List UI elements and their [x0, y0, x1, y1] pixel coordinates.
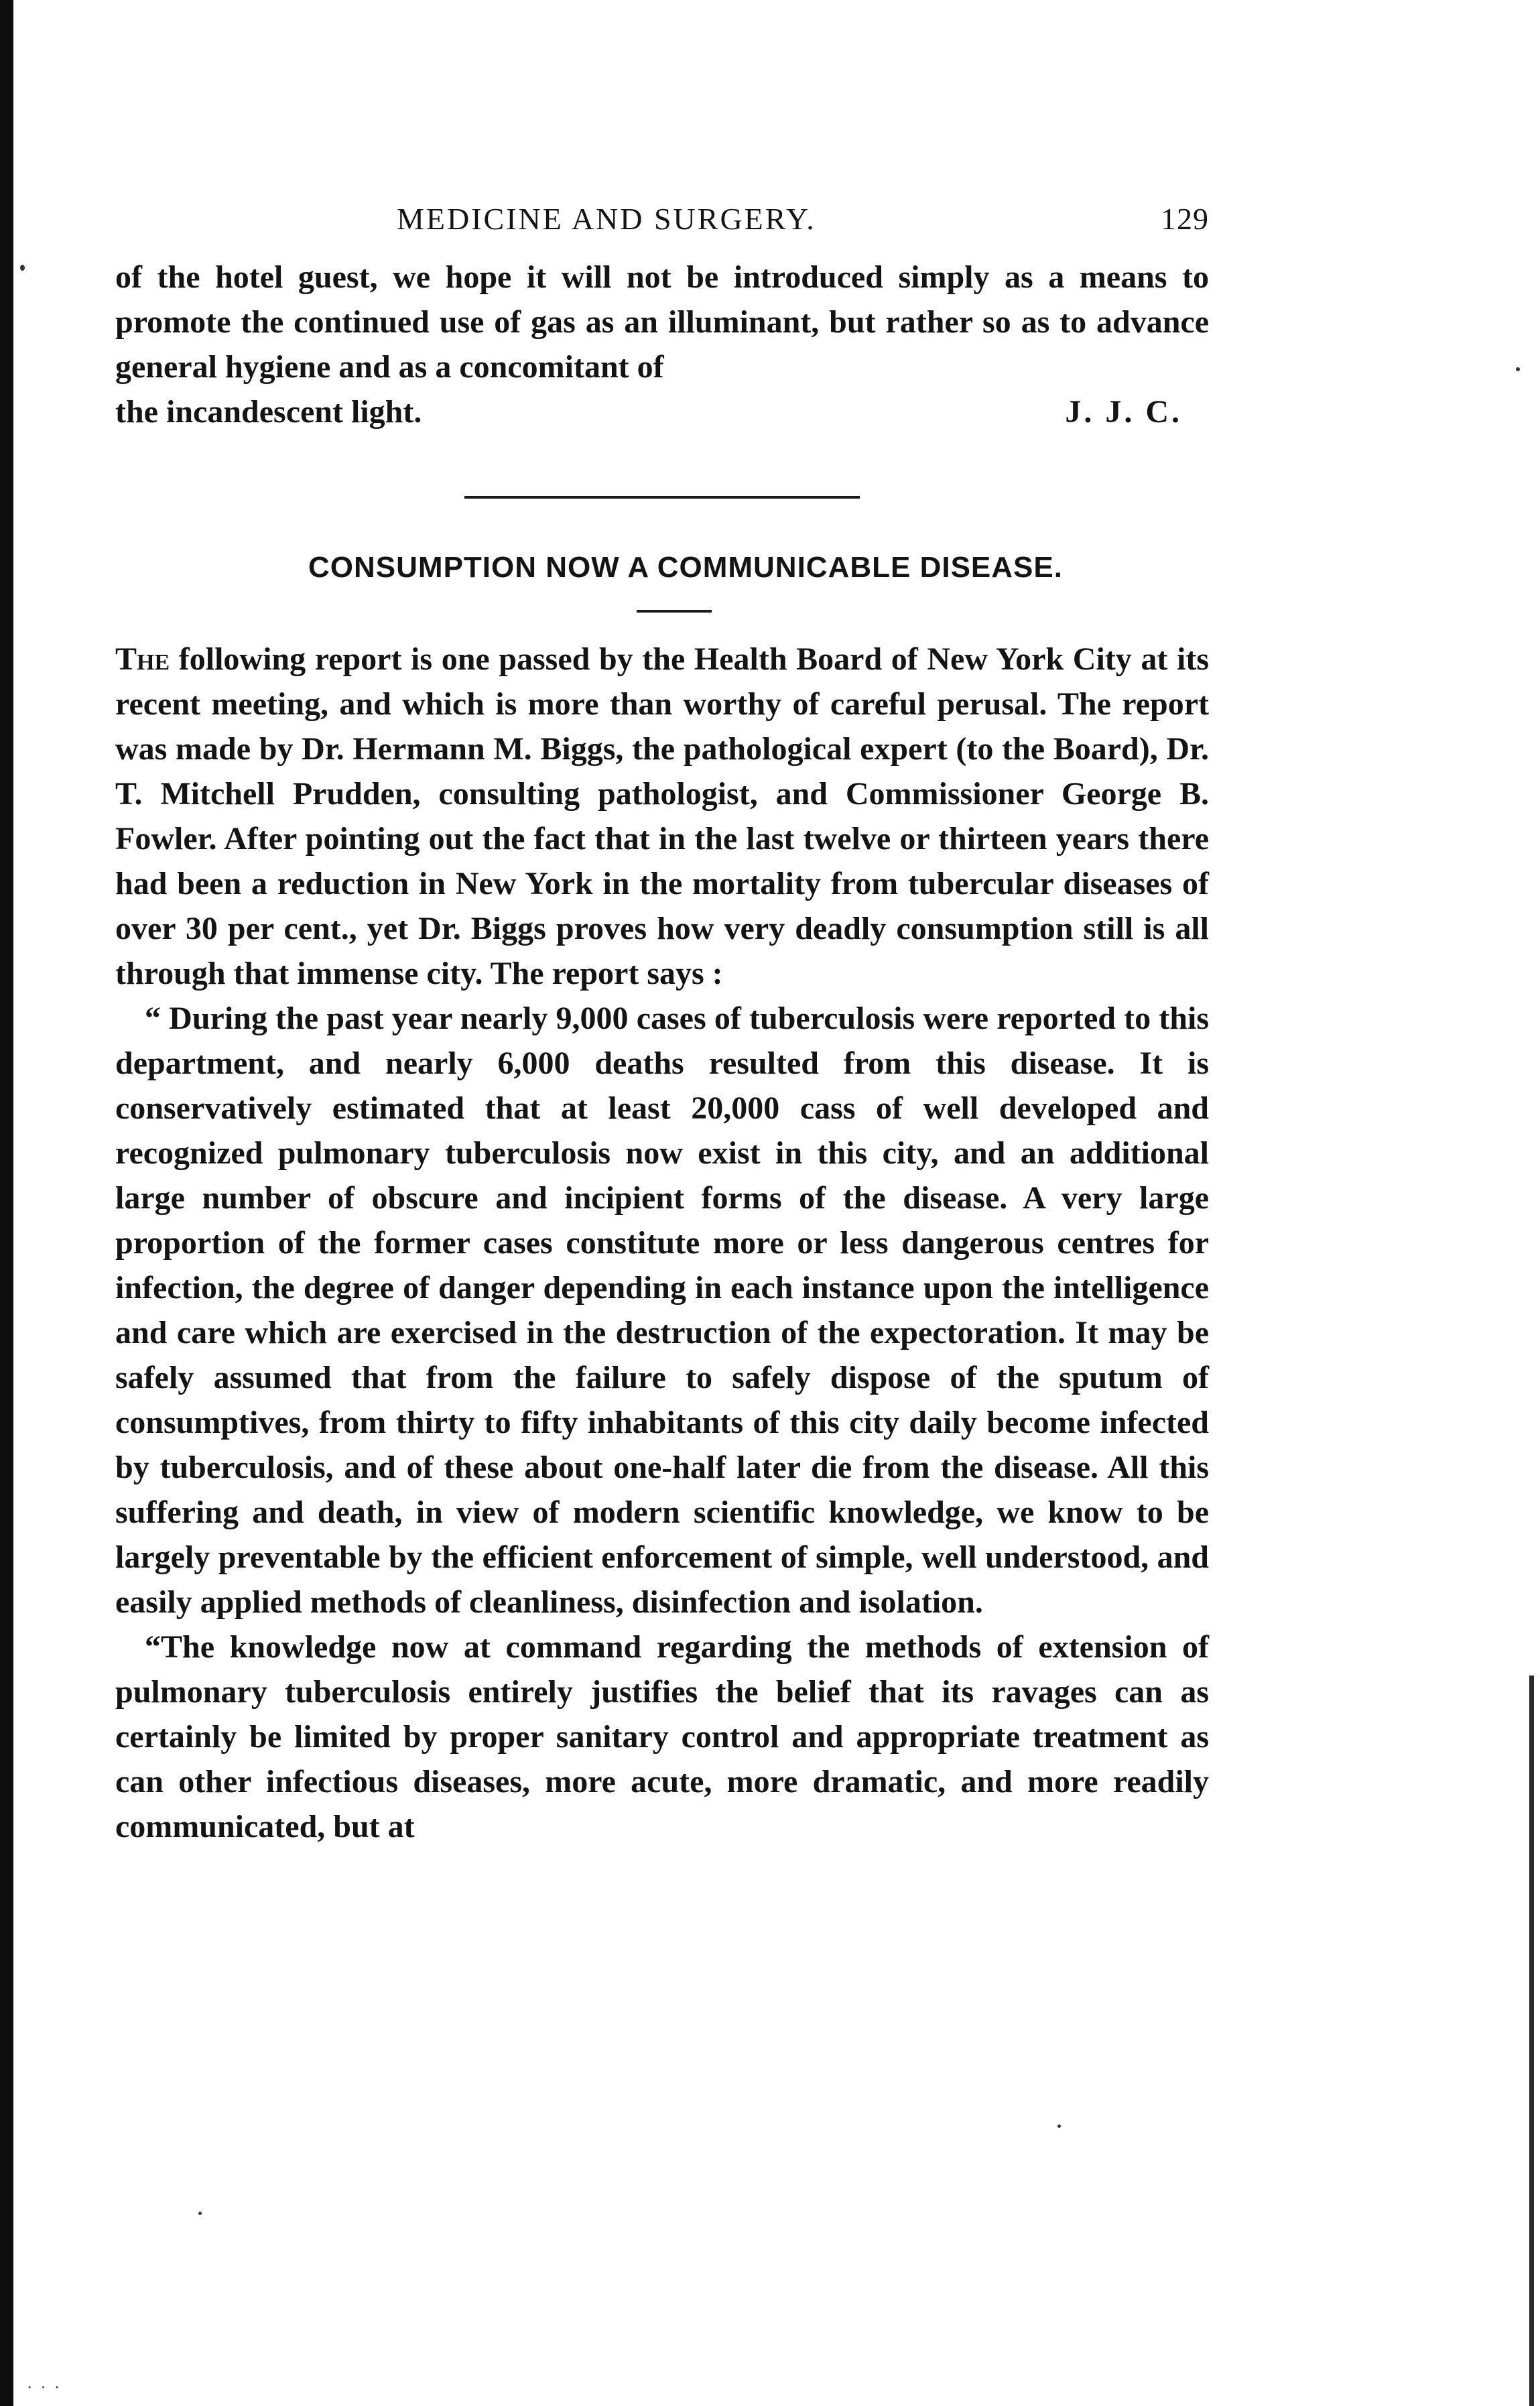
carryover-closing-line — [115, 389, 1209, 434]
running-title: MEDICINE AND SURGERY. — [397, 202, 816, 236]
page-number: 129 — [1161, 202, 1209, 236]
author-signature: J. J. C. — [1065, 394, 1182, 430]
paragraph-1-text: following report is one passed by the Health Board of New York City at its recent meeting, and which is more than worthy of careful perusal. The report was made by Dr. Hermann M. Biggs, the pathological expert (to the Board), Dr. T. Mitchell Prudden, consulting pathologist, and Commissioner George B. Fowler. After pointing out the fact that in the last twelve or thirteen years there had been a reduction in New York in the mortality from tubercular diseases of over 30 per cent., yet Dr. Biggs proves how very deadly consumption still is all through that immense city. The report says : — [115, 641, 1209, 991]
scan-speck — [1516, 367, 1520, 371]
running-head — [115, 194, 1209, 255]
article-paragraph-1 — [115, 637, 1209, 996]
lead-word: The — [115, 641, 170, 677]
article-body — [115, 637, 1209, 1849]
scan-edge-right — [1529, 1675, 1534, 2406]
scan-speck — [198, 2212, 202, 2215]
article-heading: CONSUMPTION NOW A COMMUNICABLE DISEASE. — [308, 551, 1063, 584]
scan-speck — [20, 265, 25, 271]
heading-underline-rule — [637, 610, 712, 613]
scan-noise: · · · — [27, 2378, 62, 2398]
section-divider-rule — [464, 496, 860, 499]
scan-speck — [1057, 2125, 1061, 2128]
scan-edge-left — [0, 0, 13, 2406]
carryover-last-line: the incandescent light. — [115, 394, 422, 430]
book-page — [115, 194, 1209, 1849]
article-paragraph-3: “The knowledge now at command regarding the methods of extension of pulmonary tuberculosis entirely justifies the belief that its ravages can as certainly be limited by proper sanitary control and appropriate treatment as can other infectious diseases, more acute, more dramatic, and more readily communicated, but at — [115, 1629, 1209, 1844]
article-paragraph-2: “ During the past year nearly 9,000 cases of tuberculosis were reported to this department, and nearly 6,000 deaths resulted from this disease. It is conservatively estimated that at least 20,000 cass of well developed and recognized pulmonary tuberculosis now exist in this city, and an additional large number of obscure and incipient forms of the disease. A very large proportion of the former cases constitute more or less dangerous centres for infection, the degree of danger depending in each instance upon the intelligence and care which are exercised in the destruction of the expectoration. It may be safely assumed that from the failure to safely dispose of the sputum of consumptives, from thirty to fifty inhabitants of this city daily become infected by tuberculosis, and of these about one-half later die from the disease. All this suffering and death, in view of modern scientific knowledge, we know to be largely preventable by the efficient enforcement of simple, well understood, and easily applied methods of cleanliness, disinfection and isolation. — [115, 1001, 1209, 1620]
carryover-paragraph: of the hotel guest, we hope it will not be introduced simply as a means to promote the continued use of gas as an illuminant, but rather so as to advance general hygiene and as a concomitant of — [115, 259, 1209, 385]
